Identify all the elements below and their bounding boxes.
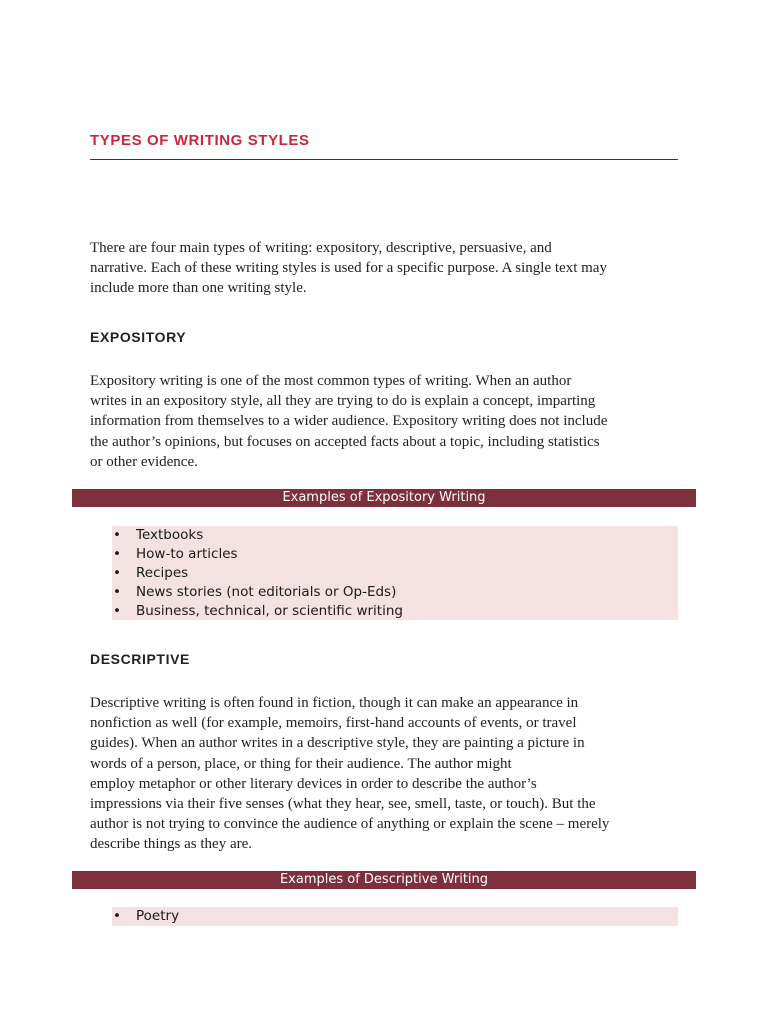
- title-underline: [90, 159, 678, 160]
- descriptive-line: describe things as they are.: [90, 836, 253, 853]
- bullet-icon: •: [113, 546, 121, 562]
- list-item-text: Business, technical, or scientific writing: [136, 603, 403, 619]
- intro-line: There are four main types of writing: expository, descriptive, persuasive, and: [90, 240, 552, 256]
- bullet-icon: •: [113, 565, 121, 581]
- expository-line: the author’s opinions, but focuses on accepted facts about a topic, including statistics: [90, 433, 600, 450]
- bullet-icon: •: [113, 603, 121, 619]
- bullet-icon: •: [113, 908, 121, 924]
- list-item-text: How-to articles: [136, 546, 238, 562]
- descriptive-line: author is not trying to convince the audience of anything or explain the scene – merely: [90, 816, 610, 833]
- list-item-text: Poetry: [136, 908, 180, 924]
- expository-line: writes in an expository style, all they are trying to do is explain a concept, imparting: [90, 393, 596, 410]
- descriptive-heading: DESCRIPTIVE: [90, 651, 190, 667]
- descriptive-line: guides). When an author writes in a descriptive style, they are painting a picture in: [90, 735, 585, 752]
- list-item-text: News stories (not editorials or Op-Eds): [136, 584, 397, 600]
- expository-line: information from themselves to a wider audience. Expository writing does not include: [90, 413, 608, 430]
- intro-line: include more than one writing style.: [90, 280, 307, 297]
- page-title: TYPES OF WRITING STYLES: [90, 132, 310, 149]
- descriptive-line: nonfiction as well (for example, memoirs, first-hand accounts of events, or travel: [90, 715, 577, 732]
- expository-line: or other evidence.: [90, 453, 198, 470]
- list-item: [112, 564, 678, 583]
- list-item: [112, 602, 678, 621]
- bullet-icon: •: [113, 527, 121, 543]
- descriptive-examples-header: Examples of Descriptive Writing: [72, 871, 696, 889]
- expository-line: Expository writing is one of the most common types of writing. When an author: [90, 373, 572, 389]
- descriptive-paragraph: [90, 693, 682, 855]
- descriptive-line: employ metaphor or other literary devices in order to describe the author’s: [90, 775, 537, 792]
- descriptive-line: Descriptive writing is often found in fiction, though it can make an appearance in: [90, 695, 579, 711]
- bullet-icon: •: [113, 584, 121, 600]
- expository-paragraph: [90, 371, 682, 472]
- expository-examples-header: Examples of Expository Writing: [72, 489, 696, 507]
- intro-paragraph: [90, 238, 682, 299]
- descriptive-line: impressions via their five senses (what they hear, see, smell, taste, or touch). But the: [90, 796, 596, 813]
- descriptive-line: words of a person, place, or thing for their audience. The author might: [90, 755, 512, 772]
- expository-heading: EXPOSITORY: [90, 329, 187, 345]
- list-item: [112, 526, 678, 545]
- intro-line: narrative. Each of these writing styles is used for a specific purpose. A single text may: [90, 260, 607, 277]
- descriptive-examples-list: [112, 907, 678, 926]
- expository-examples-list: [112, 526, 678, 620]
- list-item: [112, 583, 678, 602]
- list-item: [112, 907, 678, 926]
- list-item-text: Recipes: [136, 565, 189, 581]
- list-item-text: Textbooks: [136, 527, 204, 543]
- list-item: [112, 545, 678, 564]
